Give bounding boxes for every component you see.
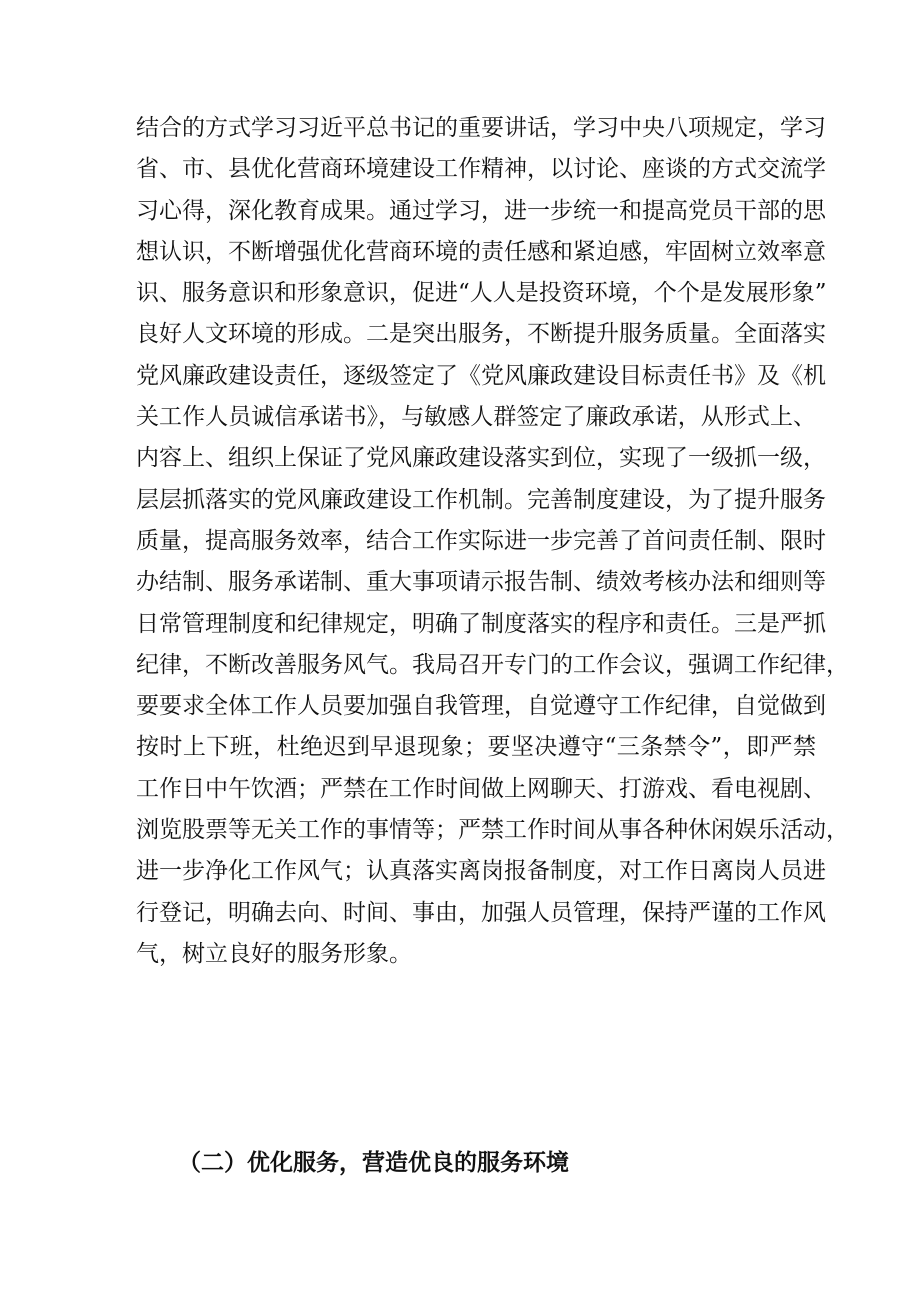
paragraph-line: 识、服务意识和形象意识，促进“人人是投资环境，个个是发展形象” (136, 280, 827, 307)
paragraph-line: 党风廉政建设责任，逐级签定了《党风廉政建设目标责任书》及《机 (136, 362, 826, 389)
paragraph-line: 良好人文环境的形成。二是突出服务，不断提升服务质量。全面落实 (136, 321, 826, 348)
paragraph-line: 层层抓落实的党风廉政建设工作机制。完善制度建设，为了提升服务 (136, 486, 826, 513)
paragraph-line: 关工作人员诚信承诺书》，与敏感人群签定了廉政承诺，从形式上、 (136, 404, 816, 431)
paragraph-line: 想认识，不断增强优化营商环境的责任感和紧迫感，牢固树立效率意 (136, 238, 826, 265)
body-paragraph (136, 108, 849, 975)
paragraph-line: 要要求全体工作人员要加强自我管理，自觉遵守工作纪律，自觉做到 (136, 693, 826, 720)
paragraph-line: 习心得，深化教育成果。通过学习，进一步统一和提高党员干部的思 (136, 197, 826, 224)
section-heading: （二）优化服务，营造优良的服务环境 (178, 1150, 569, 1176)
paragraph-line: 气，树立良好的服务形象。 (136, 940, 412, 967)
paragraph-line: 省、市、县优化营商环境建设工作精神，以讨论、座谈的方式交流学 (136, 156, 826, 183)
paragraph-line: 质量，提高服务效率，结合工作实际进一步完善了首问责任制、限时 (136, 527, 826, 554)
paragraph-line: 内容上、组织上保证了党风廉政建设落实到位，实现了一级抓一级， (136, 445, 826, 472)
paragraph-line: 按时上下班，杜绝迟到早退现象；要坚决遵守“三条禁令”，即严禁 (136, 734, 816, 761)
paragraph-line: 浏览股票等无关工作的事情等；严禁工作时间从事各种休闲娱乐活动， (136, 817, 849, 844)
paragraph-line: 结合的方式学习习近平总书记的重要讲话，学习中央八项规定，学习 (136, 115, 826, 141)
paragraph-line: 办结制、服务承诺制、重大事项请示报告制、绩效考核办法和细则等 (136, 569, 826, 596)
paragraph-line: 行登记，明确去向、时间、事由，加强人员管理，保持严谨的工作风 (136, 899, 826, 926)
paragraph-line: 工作日中午饮酒；严禁在工作时间做上网聊天、打游戏、看电视剧、 (136, 775, 826, 802)
paragraph-line: 进一步净化工作风气；认真落实离岗报备制度，对工作日离岗人员进 (136, 858, 826, 885)
paragraph-line: 日常管理制度和纪律规定，明确了制度落实的程序和责任。三是严抓 (136, 610, 826, 637)
paragraph-line: 纪律，不断改善服务风气。我局召开专门的工作会议，强调工作纪律， (136, 651, 849, 678)
